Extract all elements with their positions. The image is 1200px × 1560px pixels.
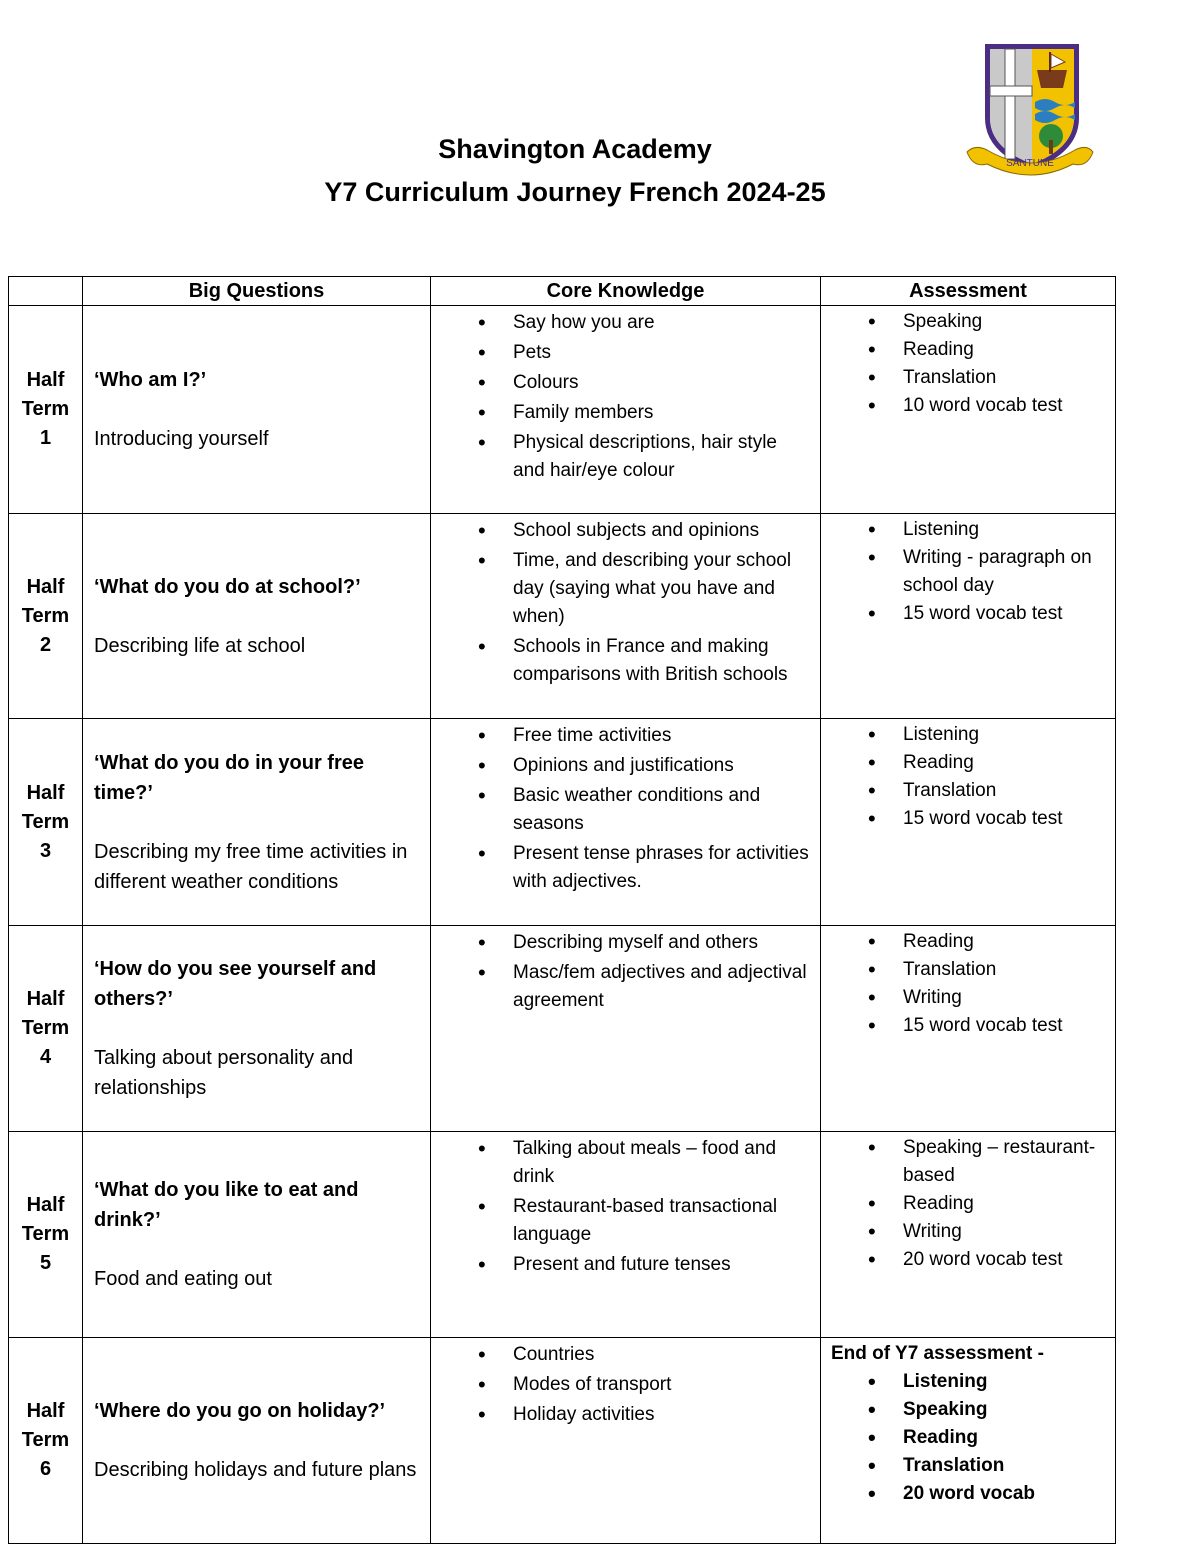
half-term-label [9, 306, 83, 514]
list-item: • Opinions and justifications [513, 752, 810, 780]
list-item: • Modes of transport [513, 1371, 810, 1399]
list-item: • Speaking – restaurant-based [903, 1134, 1105, 1190]
list-item: • Translation [903, 956, 1105, 984]
big-question-cell [83, 1132, 431, 1338]
core-knowledge-cell [431, 1338, 821, 1544]
school-name: Shavington Academy [438, 134, 712, 164]
list-item: • Speaking [903, 308, 1105, 336]
list-item: • Writing [903, 984, 1105, 1012]
core-knowledge-list [431, 719, 820, 896]
table-header-row [9, 277, 1116, 306]
half-term-text: Term [21, 604, 70, 627]
assessment-list [821, 1368, 1115, 1508]
list-item: • Reading [903, 749, 1105, 777]
list-item: • Physical descriptions, hair style and hair/eye colour [513, 429, 810, 485]
core-knowledge-list [431, 306, 820, 485]
assessment-cell [821, 514, 1116, 719]
big-question: ‘What do you do at school?’ [94, 575, 361, 598]
core-knowledge-cell [431, 306, 821, 514]
half-term-text: Half [26, 369, 65, 391]
list-item: • 15 word vocab test [903, 805, 1105, 833]
half-term-text: Term [21, 1429, 70, 1451]
core-knowledge-list [431, 1338, 820, 1429]
list-item: • Restaurant-based transactional language [513, 1193, 810, 1249]
half-term-text: Term [21, 810, 70, 833]
list-item: • Describing myself and others [513, 929, 810, 957]
list-item: • Reading [903, 928, 1105, 956]
half-term-text: 2 [39, 633, 52, 656]
half-term-text: Term [21, 1223, 70, 1245]
core-knowledge-cell [431, 719, 821, 926]
core-knowledge-list [431, 514, 820, 689]
list-item: • Time, and describing your school day (saying what you have and when) [513, 547, 810, 631]
assessment-heading: End of Y7 assessment - [831, 1343, 1044, 1364]
big-question-cell [83, 719, 431, 926]
big-question-cell [83, 1338, 431, 1544]
big-question-cell [83, 926, 431, 1132]
half-term-label [9, 514, 83, 719]
half-term-text: Half [26, 988, 65, 1010]
assessment-cell [821, 926, 1116, 1132]
half-term-text: 6 [39, 1458, 52, 1480]
list-item: • Countries [513, 1341, 810, 1369]
list-item: • 20 word vocab [903, 1480, 1105, 1508]
list-item: • School subjects and opinions [513, 517, 810, 545]
table-row [9, 514, 1116, 719]
list-item: • Say how you are [513, 309, 810, 337]
list-item: • Listening [903, 721, 1105, 749]
list-item: • Schools in France and making comparisons with British schools [513, 633, 810, 689]
core-knowledge-cell [431, 514, 821, 719]
topic-description: Describing holidays and future plans [94, 1459, 417, 1481]
table-row [9, 306, 1116, 514]
half-term-text: 1 [39, 427, 52, 449]
big-question: ‘What do you do in your free time?’ [94, 751, 364, 804]
header-big-questions: Big Questions [83, 277, 431, 306]
school-crest-logo [965, 40, 1095, 182]
list-item: • Translation [903, 1452, 1105, 1480]
list-item: • Holiday activities [513, 1401, 810, 1429]
assessment-cell [821, 1338, 1116, 1544]
core-knowledge-cell [431, 926, 821, 1132]
big-question-cell [83, 514, 431, 719]
list-item: • Speaking [903, 1396, 1105, 1424]
big-question: ‘How do you see yourself and others?’ [94, 958, 377, 1010]
half-term-text: 3 [39, 839, 52, 862]
assessment-cell [821, 1132, 1116, 1338]
half-term-label [9, 1132, 83, 1338]
half-term-label [9, 719, 83, 926]
topic-description: Talking about personality and relationships [94, 1047, 354, 1099]
list-item: • Reading [903, 1190, 1105, 1218]
list-item: • Listening [903, 1368, 1105, 1396]
big-question-cell [83, 306, 431, 514]
assessment-cell [821, 306, 1116, 514]
table-row [9, 1132, 1116, 1338]
list-item: • Colours [513, 369, 810, 397]
table-row [9, 926, 1116, 1132]
list-item: • Pets [513, 339, 810, 367]
list-item: • Reading [903, 336, 1105, 364]
list-item: • 15 word vocab test [903, 600, 1105, 628]
big-question: ‘What do you like to eat and drink?’ [94, 1179, 359, 1231]
list-item: • Listening [903, 516, 1105, 544]
half-term-text: Term [21, 1017, 70, 1039]
header-assessment: Assessment [821, 277, 1116, 306]
assessment-list [821, 514, 1115, 628]
list-item: • 20 word vocab test [903, 1246, 1105, 1274]
half-term-text: 5 [39, 1252, 52, 1274]
list-item: • 15 word vocab test [903, 1012, 1105, 1040]
half-term-label [9, 1338, 83, 1544]
table-row [9, 1338, 1116, 1544]
half-term-text: Half [26, 1194, 65, 1216]
list-item: • Family members [513, 399, 810, 427]
core-knowledge-list [431, 1132, 820, 1279]
list-item: • Present tense phrases for activities with adjectives. [513, 840, 810, 896]
list-item: • Masc/fem adjectives and adjectival agreement [513, 959, 810, 1015]
half-term-text: Half [26, 575, 65, 598]
core-knowledge-cell [431, 1132, 821, 1338]
topic-description: Introducing yourself [94, 428, 269, 450]
assessment-cell [821, 719, 1116, 926]
half-term-text: 4 [39, 1046, 52, 1068]
big-question: ‘Where do you go on holiday?’ [94, 1400, 386, 1422]
topic-description: Food and eating out [94, 1268, 272, 1290]
curriculum-table [8, 276, 1116, 1544]
assessment-list [821, 306, 1115, 420]
list-item: • Writing - paragraph on school day [903, 544, 1105, 600]
topic-description: Describing life at school [94, 634, 306, 657]
list-item: • 10 word vocab test [903, 392, 1105, 420]
list-item: • Reading [903, 1424, 1105, 1452]
list-item: • Translation [903, 777, 1105, 805]
list-item: • Writing [903, 1218, 1105, 1246]
table-row [9, 719, 1116, 926]
list-item: • Free time activities [513, 722, 810, 750]
crest-motto: SANTUNE [1006, 158, 1054, 169]
assessment-list [821, 719, 1115, 833]
header-core-knowledge: Core Knowledge [431, 277, 821, 306]
list-item: • Talking about meals – food and drink [513, 1135, 810, 1191]
list-item: • Basic weather conditions and seasons [513, 782, 810, 838]
list-item: • Present and future tenses [513, 1251, 810, 1279]
assessment-list [821, 1132, 1115, 1274]
half-term-label [9, 926, 83, 1132]
big-question: ‘Who am I?’ [94, 369, 207, 391]
half-term-text: Half [26, 1400, 65, 1422]
list-item: • Translation [903, 364, 1105, 392]
assessment-list [821, 926, 1115, 1040]
half-term-text: Term [21, 398, 70, 420]
core-knowledge-list [431, 926, 820, 1015]
header-term [9, 277, 83, 306]
curriculum-title: Y7 Curriculum Journey French 2024-25 [324, 177, 826, 207]
topic-description: Describing my free time activities in different weather conditions [94, 840, 408, 893]
half-term-text: Half [26, 781, 65, 804]
